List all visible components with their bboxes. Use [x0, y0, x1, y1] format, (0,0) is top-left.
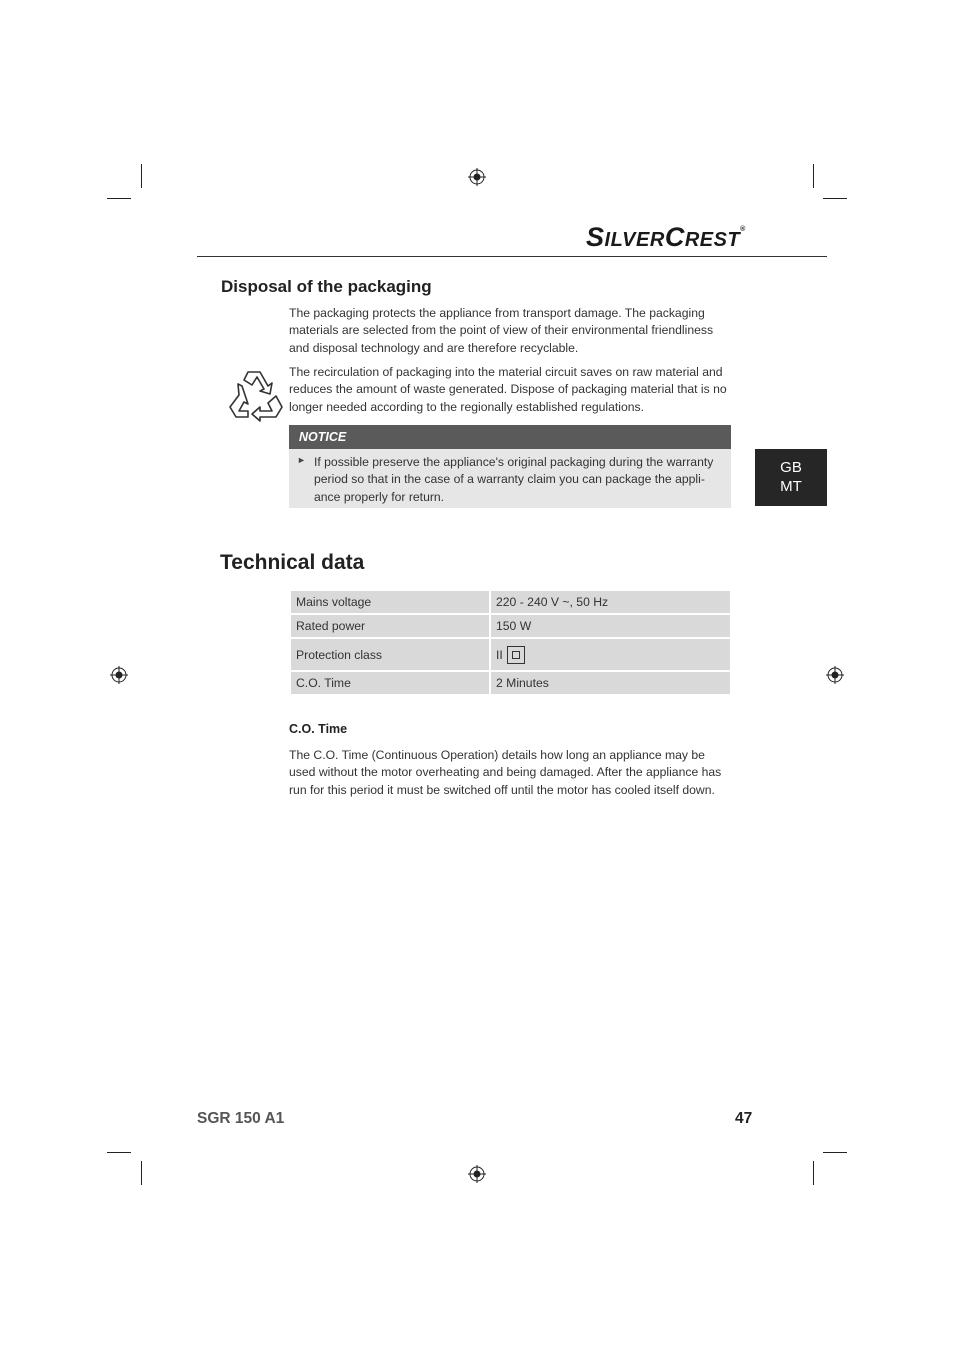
disposal-paragraph-2: The recirculation of packaging into the material circuit saves on raw material and reduces the amount of waste generated. Dispose of packaging material that is no longer needed according to the regionally established regulations.: [289, 365, 727, 414]
crop-mark: [813, 1161, 814, 1185]
notice-text: If possible preserve the appliance's original packaging during the warranty period so that in the case of a warranty claim you can package the appli-ance properly for return.: [314, 455, 714, 504]
crop-mark: [141, 1161, 142, 1185]
technical-data-table: [289, 589, 732, 696]
logo-letter: S: [586, 222, 605, 252]
co-time-paragraph: The C.O. Time (Continuous Operation) details how long an appliance may be used without the motor overheating and being damaged. After the appliance has run for this period it must be switched off until the motor has cooled itself down.: [289, 748, 722, 797]
crop-mark: [107, 1152, 131, 1153]
language-code: MT: [780, 478, 802, 495]
registered-mark: ®: [740, 226, 746, 233]
table-row: [291, 672, 730, 694]
table-cell-value: [491, 639, 730, 670]
header-rule: [197, 256, 827, 257]
language-tab: [755, 449, 827, 506]
table-cell-label: Rated power: [291, 615, 489, 637]
section-title-technical: Technical data: [220, 551, 365, 574]
crop-mark: [141, 164, 142, 188]
recycle-icon: [226, 366, 286, 422]
footer-model: SGR 150 A1: [197, 1110, 285, 1127]
table-cell-label: C.O. Time: [291, 672, 489, 694]
logo-text: ILVER: [604, 229, 665, 251]
logo-letter: C: [664, 222, 685, 252]
bullet-arrow-icon: ►: [297, 455, 306, 465]
language-code: GB: [780, 459, 802, 476]
registration-mark-icon: [826, 666, 844, 684]
table-cell-label: Mains voltage: [291, 591, 489, 613]
crop-mark: [107, 198, 131, 199]
crop-mark: [823, 1152, 847, 1153]
registration-mark-icon: [468, 1165, 486, 1183]
table-cell-value: 2 Minutes: [491, 672, 730, 694]
registration-mark-icon: [468, 168, 486, 186]
table-row: [291, 591, 730, 613]
page-number: 47: [735, 1110, 753, 1127]
logo-text: REST: [684, 229, 741, 251]
table-row: [291, 615, 730, 637]
table-row: [291, 639, 730, 670]
crop-mark: [823, 198, 847, 199]
protection-class-ii-icon: [507, 646, 525, 664]
table-cell-label: Protection class: [291, 639, 489, 670]
notice-header: NOTICE: [289, 425, 731, 449]
brand-logo: [586, 222, 756, 252]
table-cell-value: 150 W: [491, 615, 730, 637]
table-cell-value: 220 - 240 V ~, 50 Hz: [491, 591, 730, 613]
protection-class-value: II: [496, 647, 503, 662]
disposal-paragraph-1: The packaging protects the appliance from transport damage. The packaging materials are selected from the point of view of their environmental friendliness and disposal technology and are therefore recyclable.: [289, 306, 714, 355]
crop-mark: [813, 164, 814, 188]
co-time-heading: C.O. Time: [289, 722, 348, 736]
section-title-disposal: Disposal of the packaging: [221, 277, 432, 296]
notice-box: [289, 449, 731, 508]
registration-mark-icon: [110, 666, 128, 684]
